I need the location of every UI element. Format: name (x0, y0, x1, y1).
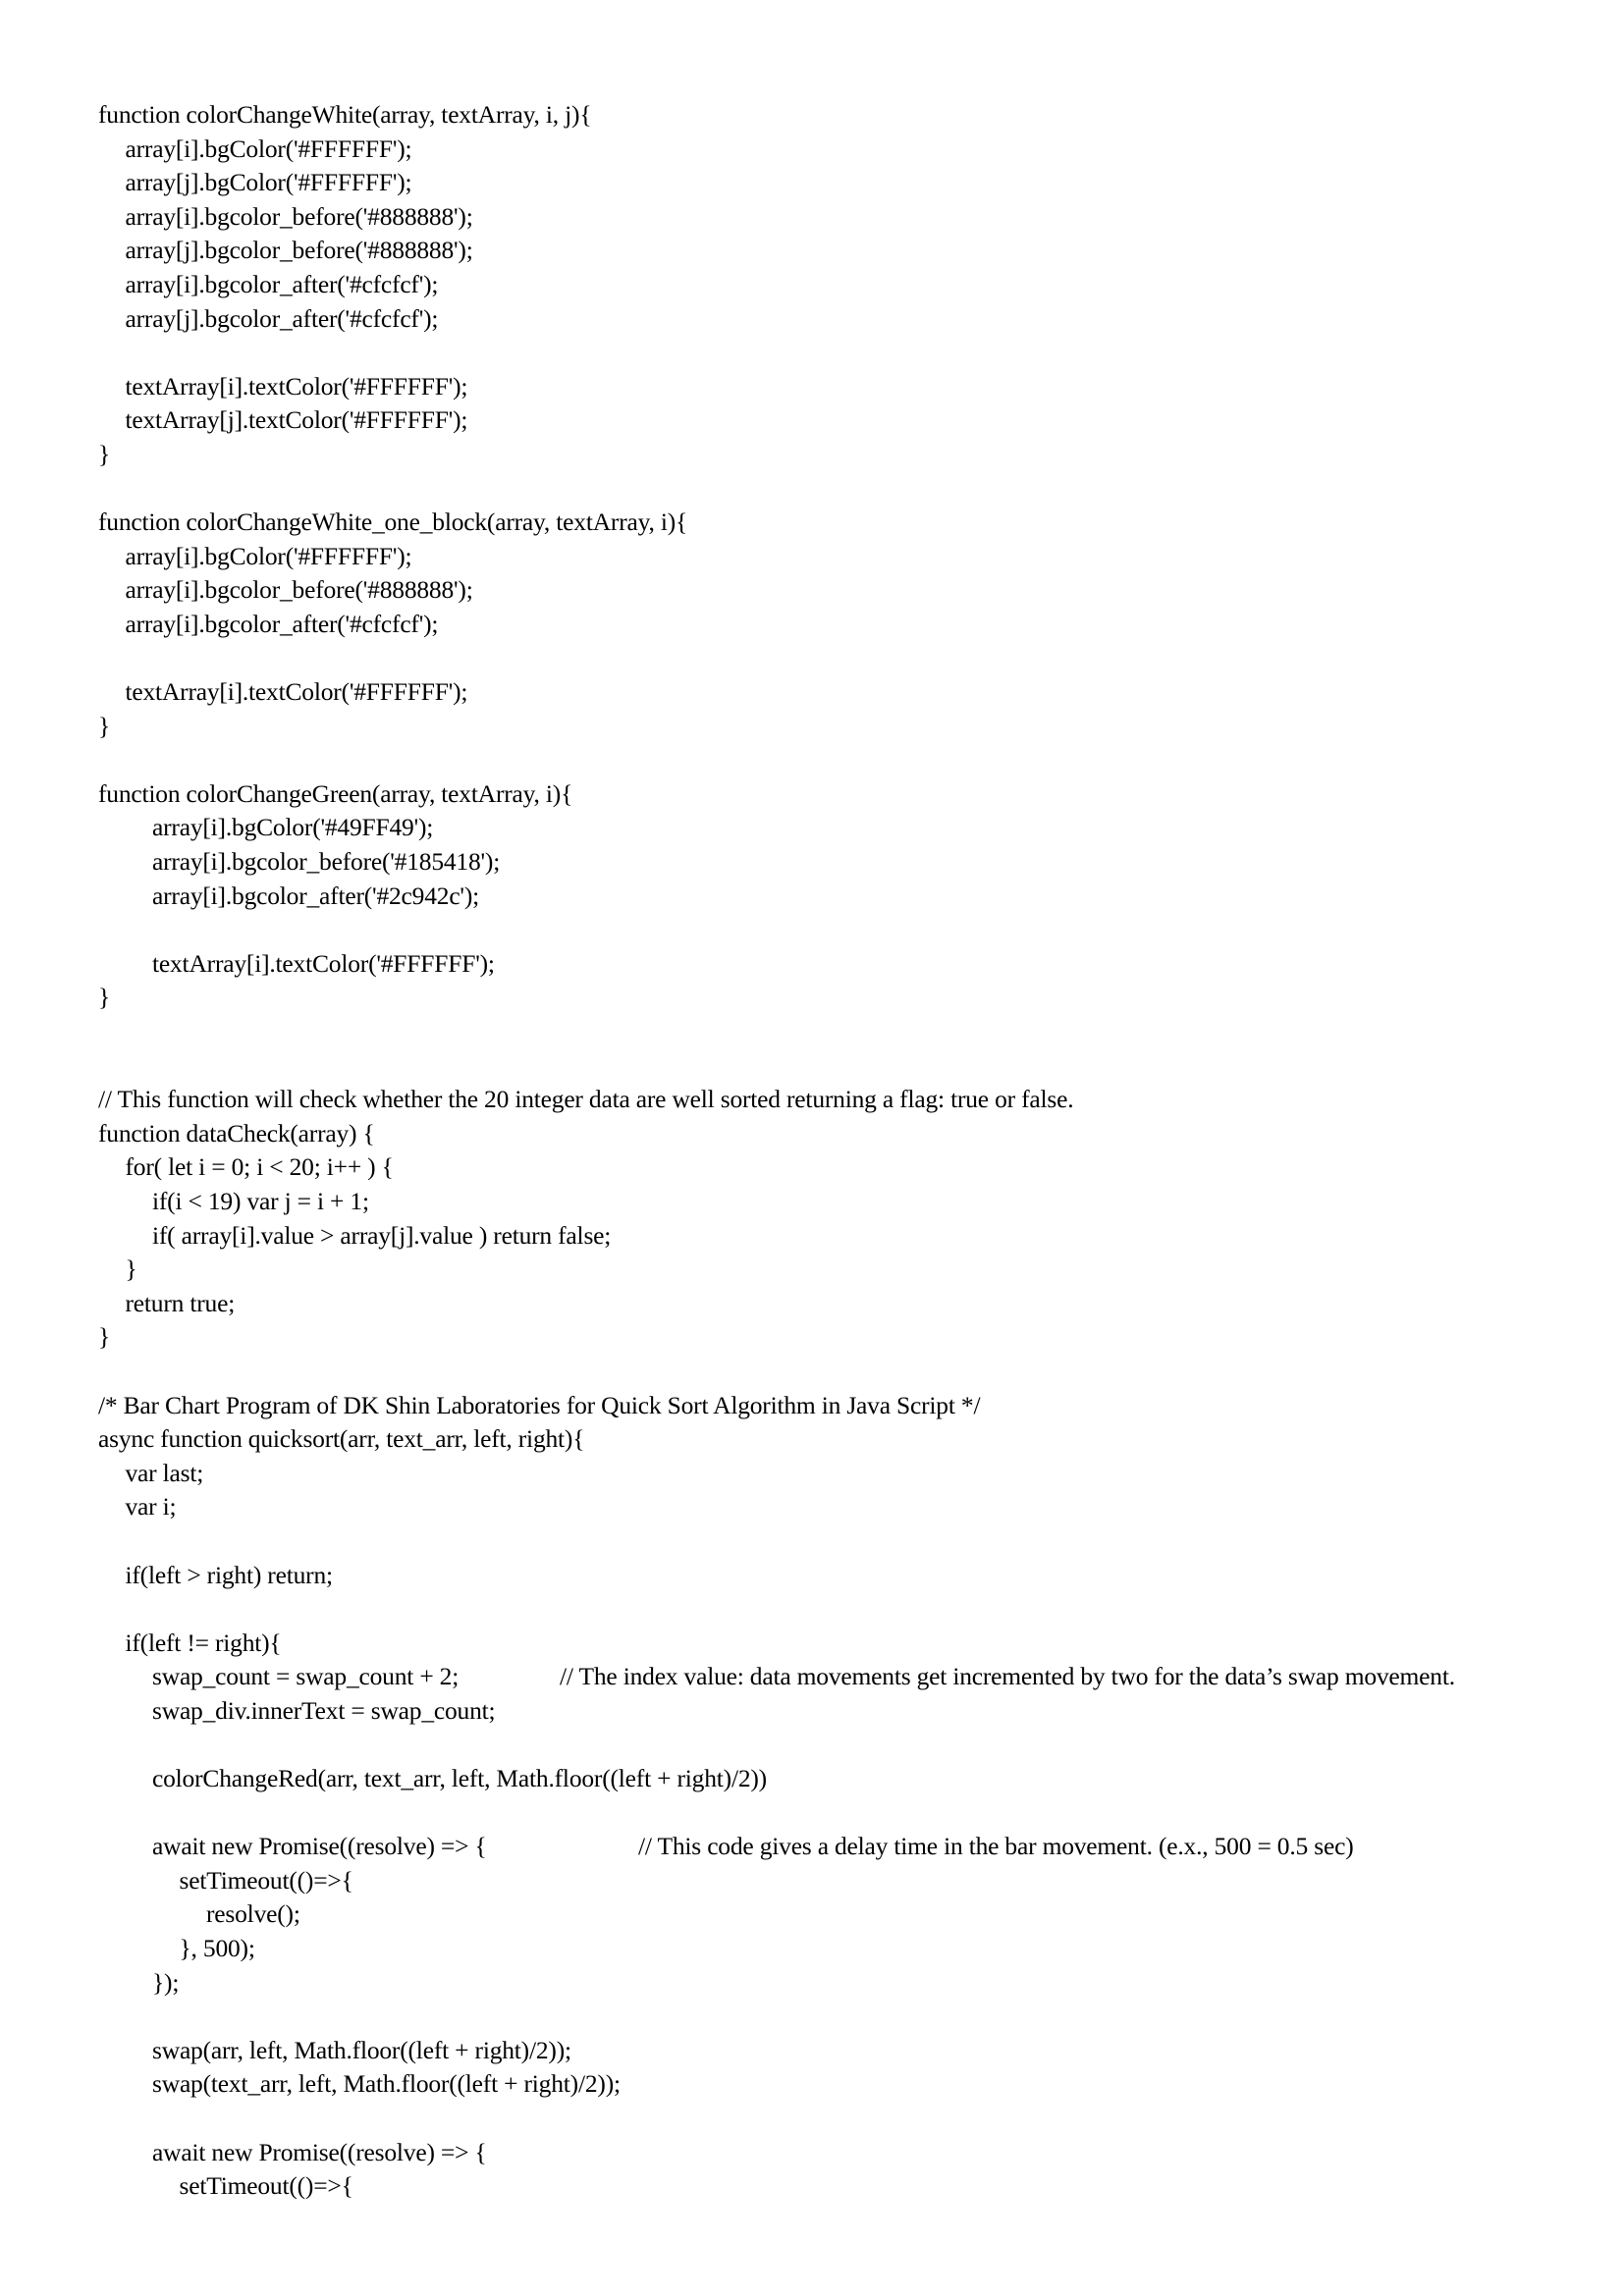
code-text: array[i].bgcolor_before('#185418'); (152, 847, 501, 877)
code-line (98, 98, 1551, 133)
code-listing (98, 98, 1551, 2204)
code-text: textArray[j].textColor('#FFFFFF'); (125, 405, 468, 435)
code-text: return true; (125, 1288, 236, 1317)
code-line (98, 1287, 1551, 1321)
code-line (98, 1762, 1551, 1796)
code-line (98, 1219, 1551, 1254)
code-text: array[i].bgcolor_after('#cfcfcf'); (125, 609, 439, 638)
code-line (98, 1830, 1551, 1864)
code-line (98, 947, 1551, 982)
code-line (98, 777, 1551, 812)
inline-comment: // This code gives a delay time in the bar movement. (e.x., 500 = 0.5 sec) (638, 1832, 1354, 1861)
blank-line (98, 336, 1551, 370)
code-text: var last; (125, 1458, 204, 1487)
code-line (98, 1966, 1551, 2001)
code-line (98, 1422, 1551, 1457)
code-line (98, 2136, 1551, 2170)
code-line (98, 438, 1551, 472)
blank-line (98, 743, 1551, 777)
code-text: if(left != right){ (125, 1628, 282, 1657)
code-line (98, 1185, 1551, 1219)
code-text: function colorChangeWhite_one_block(array, textArray, i){ (98, 507, 688, 537)
code-text: colorChangeRed(arr, text_arr, left, Math.floor((left + right)/2)) (152, 1764, 767, 1793)
code-text: textArray[i].textColor('#FFFFFF'); (152, 948, 495, 978)
blank-line (98, 1015, 1551, 1049)
code-line (98, 403, 1551, 438)
code-text: array[i].bgcolor_after('#cfcfcf'); (125, 269, 439, 298)
code-line (98, 1490, 1551, 1524)
code-text: } (98, 711, 111, 740)
code-line (98, 200, 1551, 235)
code-text: await new Promise((resolve) => { (152, 2137, 487, 2166)
code-text: setTimeout(()=>{ (179, 1865, 353, 1895)
blank-line (98, 1729, 1551, 1763)
code-text: for( let i = 0; i < 20; i++ ) { (125, 1152, 394, 1182)
code-line (98, 1864, 1551, 1898)
blank-line (98, 1796, 1551, 1831)
code-text: swap_div.innerText = swap_count; (152, 1695, 496, 1725)
code-text: array[i].bgcolor_after('#2c942c'); (152, 881, 480, 910)
code-text: } (98, 1322, 111, 1352)
code-line (98, 234, 1551, 268)
code-line (98, 1253, 1551, 1287)
code-text: textArray[i].textColor('#FFFFFF'); (125, 677, 468, 707)
code-line (98, 1559, 1551, 1593)
code-line (98, 302, 1551, 337)
code-text: if(i < 19) var j = i + 1; (152, 1187, 369, 1215)
code-text: }, 500); (179, 1934, 255, 1963)
code-text: function colorChangeGreen(array, textArray, i){ (98, 778, 573, 808)
code-line (98, 2169, 1551, 2204)
code-text: array[j].bgcolor_before('#888888'); (125, 236, 473, 265)
code-line (98, 1457, 1551, 1491)
code-text: array[i].bgColor('#49FF49'); (152, 813, 434, 842)
code-text: } (125, 1255, 137, 1284)
code-text: resolve(); (206, 1899, 300, 1929)
code-line (98, 573, 1551, 608)
code-text: } (98, 439, 111, 468)
code-line (98, 1389, 1551, 1423)
blank-line (98, 1049, 1551, 1084)
code-text: async function quicksort(arr, text_arr, left, right){ (98, 1424, 585, 1454)
code-text: if( array[i].value > array[j].value ) return false; (152, 1220, 612, 1250)
code-line (98, 880, 1551, 914)
code-line (98, 1627, 1551, 1661)
code-line (98, 540, 1551, 574)
code-text: await new Promise((resolve) => { (152, 1832, 487, 1861)
code-line (98, 710, 1551, 744)
code-text: array[j].bgColor('#FFFFFF'); (125, 168, 412, 197)
code-line (98, 1150, 1551, 1185)
code-line (98, 2034, 1551, 2068)
code-text: array[i].bgcolor_before('#888888'); (125, 575, 473, 605)
code-text: /* Bar Chart Program of DK Shin Laboratories for Quick Sort Algorithm in Java Script */ (98, 1390, 981, 1419)
code-line (98, 506, 1551, 540)
code-text: setTimeout(()=>{ (179, 2171, 353, 2201)
blank-line (98, 472, 1551, 507)
blank-line (98, 2102, 1551, 2136)
code-line (98, 1660, 1551, 1694)
code-text: textArray[i].textColor('#FFFFFF'); (125, 371, 468, 400)
inline-comment: // The index value: data movements get incremented by two for the data’s swap movement. (560, 1662, 1455, 1691)
code-line (98, 675, 1551, 710)
code-text: swap(arr, left, Math.floor((left + right)/2)); (152, 2035, 571, 2064)
code-text: array[i].bgColor('#FFFFFF'); (125, 133, 412, 163)
blank-line (98, 1524, 1551, 1559)
code-line (98, 268, 1551, 302)
code-line (98, 133, 1551, 167)
blank-line (98, 2000, 1551, 2034)
code-line (98, 1083, 1551, 1117)
code-text: function dataCheck(array) { (98, 1118, 375, 1148)
blank-line (98, 1592, 1551, 1627)
code-text: swap(text_arr, left, Math.floor((left + right)/2)); (152, 2069, 621, 2099)
code-line (98, 1694, 1551, 1729)
code-text: // This function will check whether the 20 integer data are well sorted returning a flag: true or false. (98, 1085, 1074, 1114)
code-line (98, 981, 1551, 1015)
blank-line (98, 913, 1551, 947)
code-line (98, 1897, 1551, 1932)
code-line (98, 1320, 1551, 1355)
code-line (98, 2067, 1551, 2102)
code-text: var i; (125, 1492, 177, 1522)
code-line (98, 1932, 1551, 1966)
blank-line (98, 642, 1551, 676)
code-text: } (98, 983, 111, 1012)
code-text: swap_count = swap_count + 2; (152, 1662, 460, 1691)
blank-line (98, 1355, 1551, 1389)
code-text: array[i].bgColor('#FFFFFF'); (125, 541, 412, 570)
code-line (98, 166, 1551, 200)
code-text: array[j].bgcolor_after('#cfcfcf'); (125, 303, 439, 333)
code-text: function colorChangeWhite(array, textArray, i, j){ (98, 100, 592, 129)
code-text: array[i].bgcolor_before('#888888'); (125, 201, 473, 231)
code-line (98, 370, 1551, 404)
code-line (98, 811, 1551, 845)
code-line (98, 608, 1551, 642)
code-text: }); (152, 1967, 180, 1997)
code-line (98, 1117, 1551, 1151)
code-line (98, 845, 1551, 880)
code-text: if(left > right) return; (125, 1560, 333, 1589)
